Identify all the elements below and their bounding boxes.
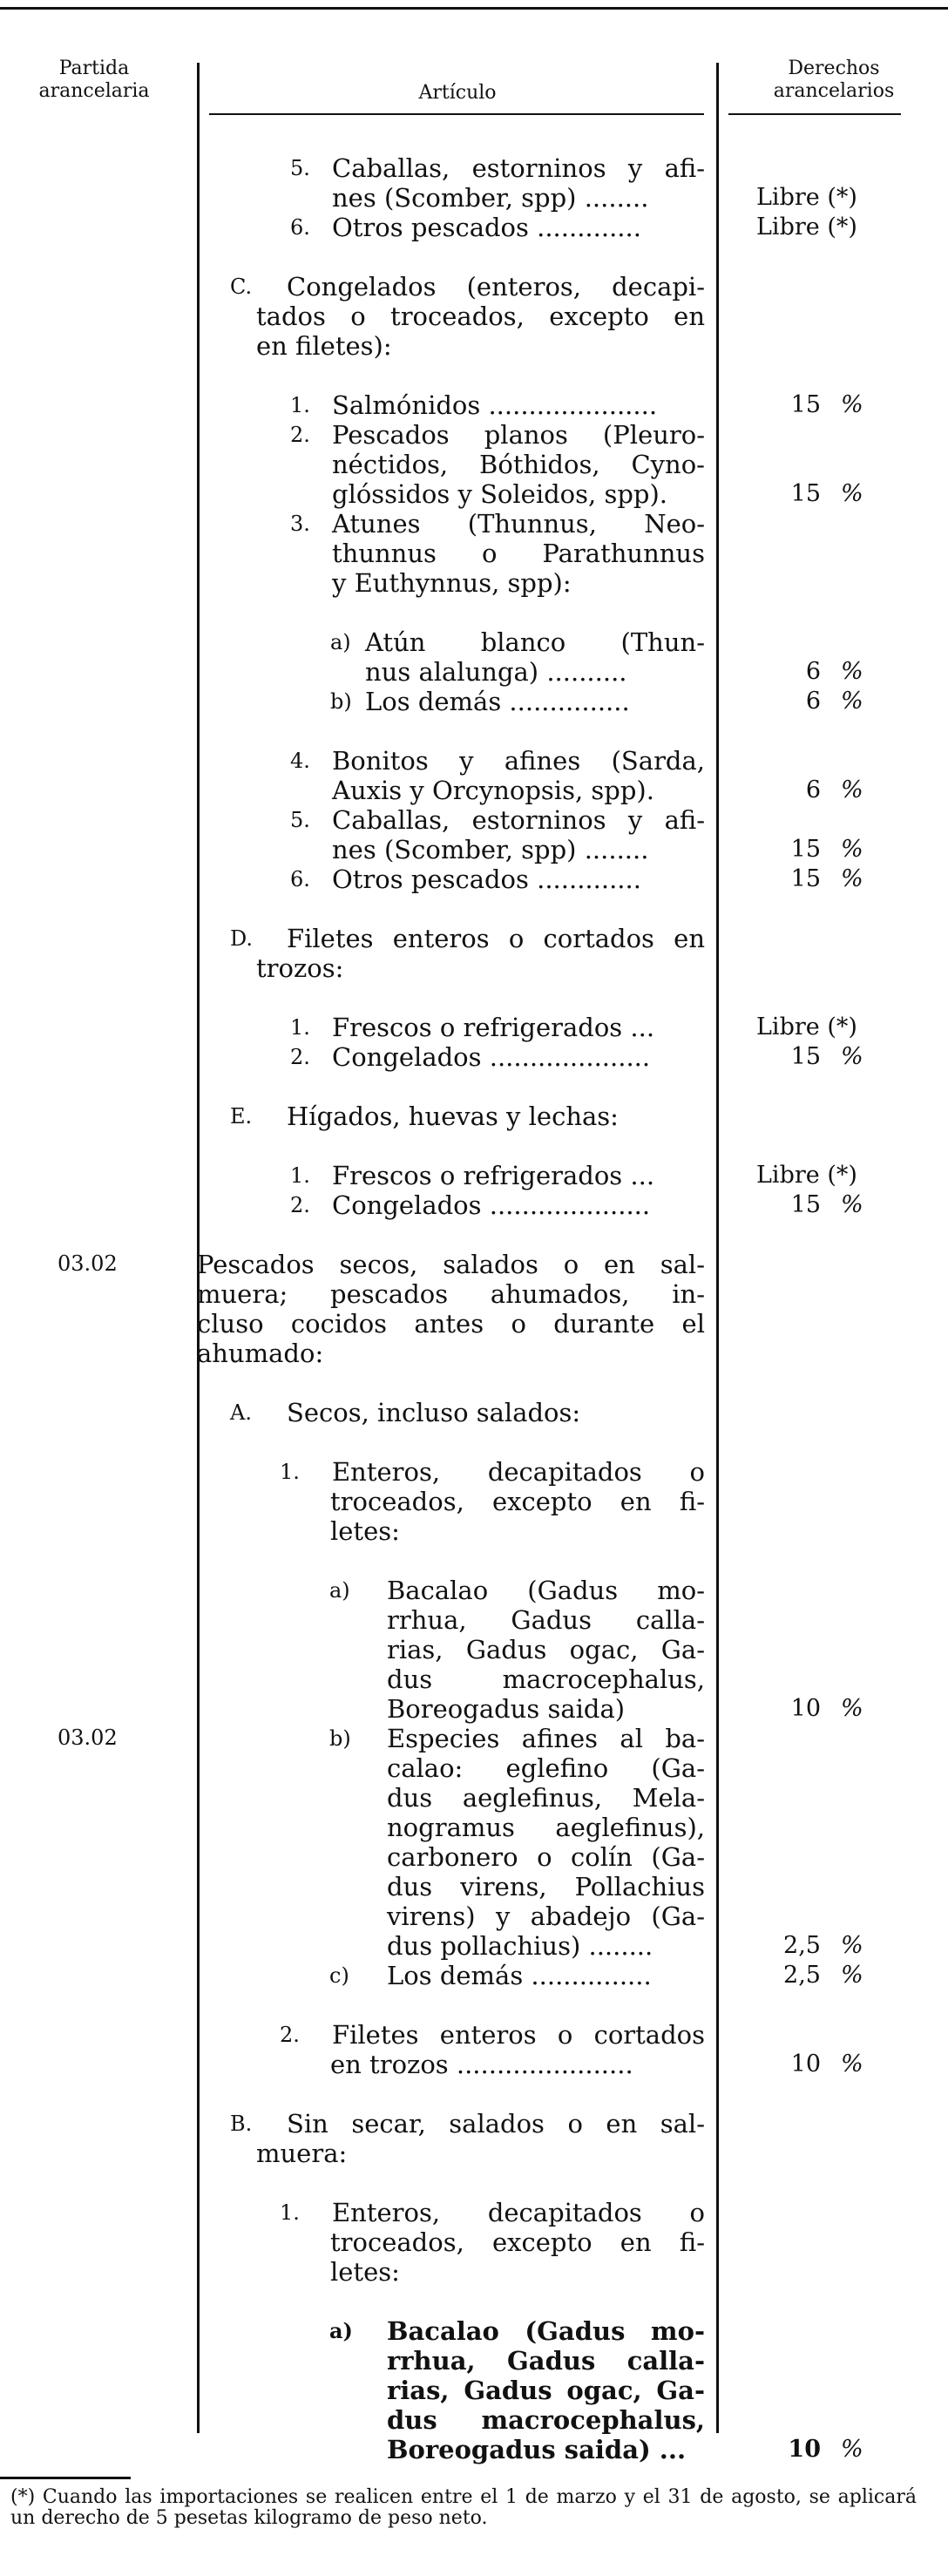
item-text: Atunes (Thunnus, Neo-: [332, 509, 705, 539]
item-text: Bonitos y afines (Sarda,: [332, 746, 705, 776]
item-number: 1.: [290, 1015, 310, 1040]
item-text: letes:: [330, 2257, 400, 2287]
item-text: letes:: [330, 1516, 400, 1546]
table-row: [197, 1635, 948, 1664]
item-text: nes (Scomber, spp) ........: [332, 835, 649, 864]
header-partida-line1: Partida: [58, 58, 130, 79]
percent-sign: %: [841, 2436, 863, 2463]
header-derechos: [720, 58, 948, 103]
item-text: Pescados planos (Pleuro-: [332, 420, 705, 450]
table-row: [197, 2227, 948, 2257]
item-text: virens) y abadejo (Ga-: [387, 1901, 705, 1931]
table-row: [197, 657, 948, 687]
duty-value: Libre (*): [756, 1162, 857, 1189]
footnote: (*) Cuando las importaciones se realicen entre el 1 de marzo y el 31 de agosto, se aplicará un derecho de 5 pesetas kilogramo de peso neto.: [10, 2486, 917, 2529]
item-text: glóssidos y Soleidos, spp).: [332, 479, 667, 509]
table-row: [197, 213, 948, 242]
item-text: nogramus aeglefinus),: [387, 1813, 705, 1842]
duty-value: 10: [790, 2051, 821, 2078]
table-row: [197, 1042, 948, 1072]
table-row: [197, 1694, 948, 1724]
table-row: [197, 1842, 948, 1872]
percent-sign: %: [841, 688, 863, 715]
table-row: [197, 1664, 948, 1694]
item-text: troceados, excepto en fi-: [330, 2227, 705, 2257]
item-text: Hígados, huevas y lechas:: [287, 1102, 619, 1131]
table-row: [197, 331, 948, 361]
table-row: [197, 2050, 948, 2079]
item-number: C.: [230, 275, 253, 299]
duty-value: 2,5: [783, 1932, 821, 1959]
item-text: dus virens, Pollachius: [387, 1872, 705, 1901]
table-row: [197, 627, 948, 657]
item-text: Los demás ...............: [387, 1961, 652, 1990]
table-row: [197, 835, 948, 864]
duty-value: 15: [790, 1191, 821, 1218]
table-row: [197, 2346, 948, 2376]
table-row: [197, 183, 948, 213]
item-text: Especies afines al ba-: [387, 1724, 705, 1753]
table-row: [197, 1813, 948, 1842]
table-row: [197, 864, 948, 894]
item-text: dus pollachius) ........: [387, 1931, 653, 1961]
item-text: dus macrocephalus,: [387, 1664, 705, 1694]
item-number: b): [330, 689, 352, 714]
item-text: tados o troceados, excepto en: [256, 302, 705, 331]
table-row: [197, 390, 948, 420]
item-text: ahumado:: [197, 1339, 324, 1368]
percent-sign: %: [841, 480, 863, 507]
item-text: Filetes enteros o cortados en: [287, 924, 705, 953]
table-row: [197, 2109, 948, 2139]
duty-value: 10: [788, 2436, 821, 2463]
table-row: [197, 509, 948, 539]
table-row: [197, 302, 948, 331]
duty-value: Libre (*): [756, 214, 857, 241]
item-number: 2.: [290, 1193, 310, 1217]
table-row: [197, 479, 948, 509]
item-text: Filetes enteros o cortados: [332, 2020, 705, 2050]
top-rule: [0, 7, 948, 10]
item-text: en trozos ......................: [330, 2050, 633, 2079]
table-row: [197, 2376, 948, 2405]
partida-code: 03.02: [58, 1725, 118, 1750]
item-text: Boreogadus saida): [387, 1694, 626, 1724]
item-text: troceados, excepto en fi-: [330, 1487, 705, 1516]
item-text: néctidos, Bóthidos, Cyno-: [332, 450, 705, 479]
item-text: y Euthynnus, spp):: [332, 568, 572, 598]
item-text: Sin secar, salados o en sal-: [287, 2109, 705, 2139]
item-text: en filetes):: [256, 331, 392, 361]
percent-sign: %: [841, 658, 863, 685]
table-row: [197, 2435, 948, 2464]
item-text: trozos:: [256, 953, 344, 983]
item-text: Congelados ....................: [332, 1042, 651, 1072]
percent-sign: %: [841, 1043, 863, 1070]
table-row: [197, 420, 948, 450]
duty-value: 6: [805, 688, 821, 715]
table-row: [197, 746, 948, 776]
item-number: a): [329, 2318, 353, 2343]
item-number: a): [330, 630, 351, 654]
percent-sign: %: [841, 836, 863, 863]
percent-sign: %: [841, 865, 863, 892]
item-text: Enteros, decapitados o: [332, 1457, 705, 1487]
item-text: Congelados ....................: [332, 1190, 651, 1220]
item-number: b): [329, 1726, 351, 1751]
table-row: [197, 450, 948, 479]
item-text: Boreogadus saida) ...: [387, 2435, 687, 2464]
table-row: [197, 1102, 948, 1131]
table-row: [197, 1161, 948, 1190]
item-text: Otros pescados .............: [332, 213, 641, 242]
duty-value: 6: [805, 776, 821, 803]
table-row: [197, 539, 948, 568]
item-number: D.: [230, 926, 254, 951]
header-partida: [0, 58, 188, 103]
header-derechos-line1: Derechos: [788, 58, 880, 79]
item-text: thunnus o Parathunnus: [332, 539, 705, 568]
table-row: [197, 776, 948, 805]
item-number: c): [329, 1963, 349, 1988]
header-partida-line2: arancelaria: [38, 80, 150, 102]
item-text: Pescados secos, salados o en sal-: [197, 1250, 705, 1279]
item-text: Secos, incluso salados:: [287, 1398, 581, 1427]
table-row: [197, 1961, 948, 1990]
item-number: B.: [230, 2112, 253, 2136]
table-row: [197, 2316, 948, 2346]
percent-sign: %: [841, 2051, 863, 2078]
table-row: [197, 1516, 948, 1546]
item-text: calao: eglefino (Ga-: [387, 1753, 705, 1783]
duty-value: 15: [790, 1043, 821, 1070]
item-text: muera; pescados ahumados, in-: [197, 1279, 705, 1309]
item-text: Congelados (enteros, decapi-: [287, 272, 705, 302]
table-row: [197, 153, 948, 183]
table-row: [197, 1605, 948, 1635]
duty-value: 15: [790, 836, 821, 863]
table-row: [197, 2405, 948, 2435]
item-text: Frescos o refrigerados ...: [332, 1013, 655, 1042]
table-row: [197, 1872, 948, 1901]
table-row: [197, 1576, 948, 1605]
item-text: Bacalao (Gadus mo-: [387, 2316, 705, 2346]
header-articulo: Artículo: [418, 82, 497, 104]
percent-sign: %: [841, 1932, 863, 1959]
table-row: [197, 1783, 948, 1813]
item-text: cluso cocidos antes o durante el: [197, 1309, 705, 1339]
item-number: 3.: [290, 512, 310, 536]
table-row: [197, 272, 948, 302]
table-row: [197, 2020, 948, 2050]
item-number: 6.: [290, 215, 310, 240]
item-text: Los demás ...............: [365, 687, 630, 716]
table-row: [197, 1309, 948, 1339]
item-text: Auxis y Orcynopsis, spp).: [332, 776, 654, 805]
duty-value: 15: [790, 391, 821, 418]
item-text: carbonero o colín (Ga-: [387, 1842, 705, 1872]
table-row: [197, 924, 948, 953]
item-number: A.: [230, 1400, 252, 1425]
item-text: muera:: [256, 2139, 348, 2168]
item-number: 5.: [290, 808, 310, 832]
item-text: Frescos o refrigerados ...: [332, 1161, 655, 1190]
item-number: 2.: [290, 1045, 310, 1069]
table-row: [197, 953, 948, 983]
table-row: [197, 805, 948, 835]
item-text: nes (Scomber, spp) ........: [332, 183, 649, 213]
table-row: [197, 2198, 948, 2227]
table-row: [197, 2139, 948, 2168]
duty-value: 15: [790, 480, 821, 507]
percent-sign: %: [841, 1962, 863, 1989]
item-text: rrhua, Gadus calla-: [387, 1605, 705, 1635]
item-number: 1.: [290, 1163, 310, 1188]
item-number: 1.: [280, 2200, 300, 2225]
header-underline-articulo: [209, 113, 704, 115]
table-row: [197, 1457, 948, 1487]
table-row: [197, 1190, 948, 1220]
item-text: Caballas, estorninos y afi-: [332, 805, 705, 835]
item-text: rias, Gadus ogac, Ga-: [387, 2376, 705, 2405]
table-row: [197, 2257, 948, 2287]
percent-sign: %: [841, 776, 863, 803]
duty-value: Libre (*): [756, 1013, 857, 1041]
item-number: E.: [230, 1104, 253, 1129]
item-number: 5.: [290, 156, 310, 180]
partida-code: 03.02: [58, 1251, 118, 1276]
item-number: 1.: [280, 1460, 300, 1484]
duty-value: 10: [790, 1695, 821, 1722]
table-row: [197, 568, 948, 598]
duty-value: 2,5: [783, 1962, 821, 1989]
table-row: [197, 1487, 948, 1516]
item-number: 1.: [290, 393, 310, 417]
percent-sign: %: [841, 1191, 863, 1218]
table-row: [197, 1398, 948, 1427]
item-number: 2.: [280, 2023, 300, 2047]
item-text: nus alalunga) ..........: [365, 657, 627, 687]
table-row: [197, 687, 948, 716]
percent-sign: %: [841, 1695, 863, 1722]
item-text: Caballas, estorninos y afi-: [332, 153, 705, 183]
item-number: a): [329, 1578, 350, 1603]
item-text: Salmónidos .....................: [332, 390, 658, 420]
table-row: [197, 1013, 948, 1042]
item-text: rias, Gadus ogac, Ga-: [387, 1635, 705, 1664]
item-text: Enteros, decapitados o: [332, 2198, 705, 2227]
duty-value: 15: [790, 865, 821, 892]
item-text: Otros pescados .............: [332, 864, 641, 894]
item-number: 2.: [290, 423, 310, 447]
item-text: Atún blanco (Thun-: [365, 627, 705, 657]
duty-value: 6: [805, 658, 821, 685]
item-text: dus macrocephalus,: [387, 2405, 705, 2435]
item-number: 4.: [290, 749, 310, 773]
item-text: rrhua, Gadus calla-: [387, 2346, 705, 2376]
item-text: dus aeglefinus, Mela-: [387, 1783, 705, 1813]
table-row: [197, 1753, 948, 1783]
percent-sign: %: [841, 391, 863, 418]
table-row: [197, 1339, 948, 1368]
header-underline-derechos: [728, 113, 901, 115]
table-row: [197, 1250, 948, 1279]
footnote-rule: [0, 2477, 131, 2479]
table-row: [197, 1931, 948, 1961]
table-row: [197, 1279, 948, 1309]
duty-value: Libre (*): [756, 184, 857, 211]
table-row: [197, 1901, 948, 1931]
table-row: [197, 1724, 948, 1753]
item-number: 6.: [290, 867, 310, 891]
item-text: Bacalao (Gadus mo-: [387, 1576, 705, 1605]
header-derechos-line2: arancelarios: [773, 80, 895, 102]
